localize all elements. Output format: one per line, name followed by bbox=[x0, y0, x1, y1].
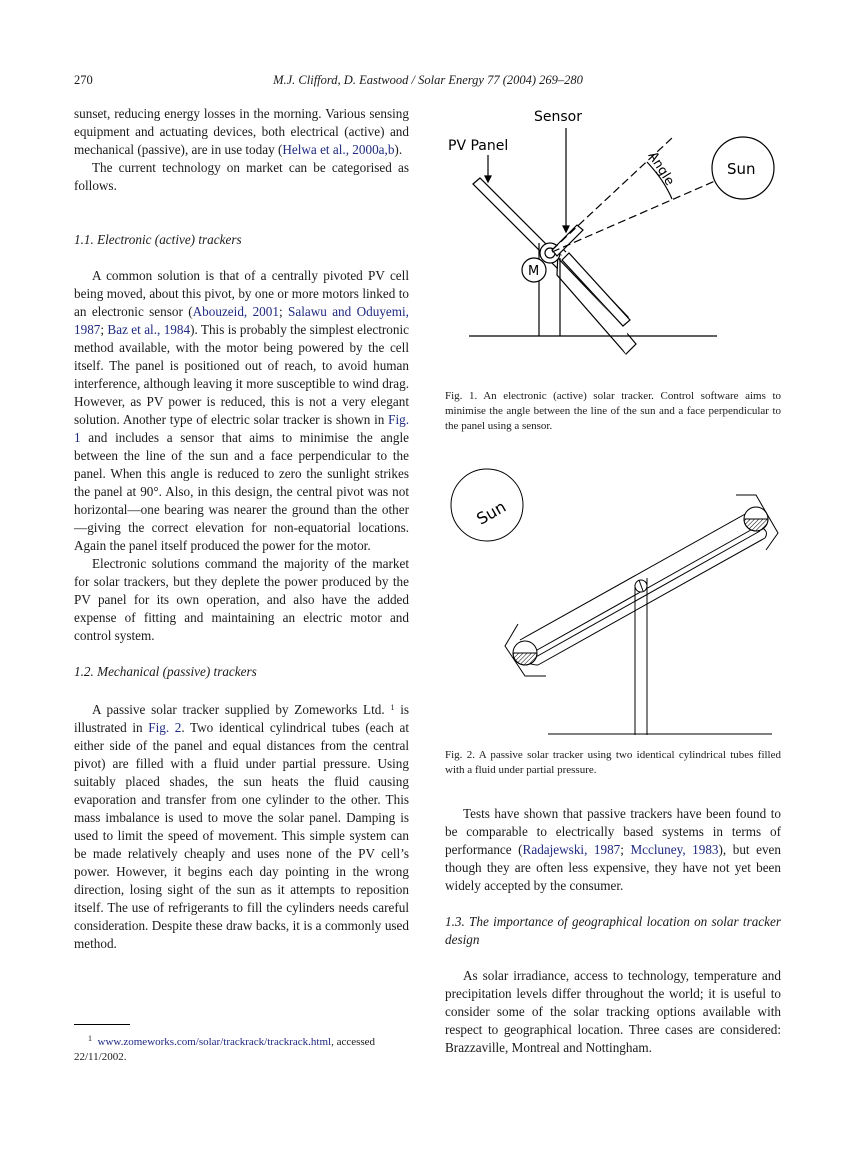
paragraph: sunset, reducing energy losses in the morning. Various sensing equipment and actuating devices, both electrical (active) and mechanical (passive), are in use today (Helwa et al., 2000a,b). bbox=[74, 106, 409, 157]
footnote: $^1$ www.zomeworks.com/solar/trackrack/trackrack.html, accessed 22/11/2002. bbox=[74, 1034, 376, 1063]
paragraph: The current technology on market can be categorised as follows. bbox=[74, 160, 409, 193]
page-number: 270 bbox=[74, 73, 93, 87]
paragraph: Electronic solutions command the majority of the market for solar trackers, but they deplete the power produced by the PV panel for its own operation, and also have the added expense of fitting and maintaining an electric motor and control system. bbox=[74, 556, 409, 643]
right-column bbox=[445, 805, 781, 1057]
section-heading-1-2: 1.2. Mechanical (passive) trackers bbox=[74, 664, 257, 679]
citation-link[interactable]: Baz et al., 1984 bbox=[107, 322, 191, 337]
running-head: M.J. Clifford, D. Eastwood / Solar Energy 77 (2004) 269–280 bbox=[273, 73, 583, 87]
figure-2-diagram bbox=[440, 460, 810, 740]
paragraph: Tests have shown that passive trackers have been found to be comparable to electrically based systems in terms of performance (Radajewski, 1987; Mccluney, 1983), but even though they are often less expensive, they have not yet been widely accepted by the consumer. bbox=[445, 806, 782, 893]
section-heading-1-3: 1.3. The importance of geographical location on solar tracker design bbox=[445, 914, 781, 947]
citation-link[interactable]: Mccluney, 1983 bbox=[630, 842, 719, 857]
citation-link[interactable]: Helwa et al., 2000a,b bbox=[282, 142, 395, 157]
figure-link[interactable]: Fig. 2 bbox=[148, 720, 182, 735]
footnote-url-link[interactable]: www.zomeworks.com/solar/trackrack/trackrack.html bbox=[97, 1036, 332, 1048]
citation-link[interactable]: Salawu and Oduyemi, 1987 bbox=[74, 304, 409, 337]
pv-panel-label: PV Panel bbox=[448, 138, 509, 154]
paragraph: A passive solar tracker supplied by Zomeworks Ltd. $^1$ is illustrated in Fig. 2. Two identical cylindrical tubes (each at either side of the panel and equal distances from the central pivot) are filled with a fluid under partial pressure. Using suitably placed shades, the sun heats the fluid causing evaporation and transfer from one cylinder to the other. This mass imbalance is used to move the solar panel. Damping is used to limit the speed of movement. This simple system can be made relatively cheaply and uses none of the PV cell’s power. However, it begins each day pointing in the wrong direction, losing sight of the sun as it attempts to reposition itself. The use of refrigerants to fill the cylinders needs careful consideration. Despite these draw backs, it is a commonly used method. bbox=[74, 702, 410, 951]
figure-2-caption: Fig. 2. A passive solar tracker using two identical cylindrical tubes filled with a fluid under partial pressure. bbox=[445, 749, 781, 776]
left-column bbox=[74, 105, 409, 953]
motor-label: M bbox=[528, 264, 540, 279]
figure-1-caption: Fig. 1. An electronic (active) solar tracker. Control software aims to minimise the angle between the line of the sun and a face perpendicular to the panel using a sensor. bbox=[445, 390, 781, 432]
sun-label: Sun bbox=[473, 496, 510, 529]
footnote-mark[interactable]: 1 bbox=[390, 703, 395, 712]
sensor-label: Sensor bbox=[534, 109, 582, 125]
paragraph: As solar irradiance, access to technology, temperature and precipitation levels differ throughout the world; it is useful to consider some of the solar tracking options available with respect to geographical location. Three cases are considered: Brazzaville, Montreal and Nottingham. bbox=[445, 968, 781, 1055]
citation-link[interactable]: Radajewski, 1987 bbox=[522, 842, 621, 857]
paragraph: A common solution is that of a centrally pivoted PV cell being moved, about this pivot, by one or more motors linked to an electronic sensor (Abouzeid, 2001; Salawu and Oduyemi, 1987; Baz et al., 1984). This is probably the simplest electronic method available, with the motor being powered by the cell itself. The panel is positioned out of reach, to avoid human interference, although leaving it more susceptible to wind drag. However, as PV power is reduced, this is not a very elegant solution. Another type of electric solar tracker is shown in Fig. 1 and includes a sensor that aims to minimise the angle between the line of the sun and a face perpendicular to the panel. When this angle is reduced to zero the sunlight strikes the panel at 90°. Also, in this design, the central pivot was not horizontal—one bearing was nearer the ground than the other—giving the correct elevation for non-equatorial locations. Again the panel itself produced the power for the motor. bbox=[74, 268, 409, 553]
footnote-rule bbox=[74, 1024, 130, 1025]
angle-label: Angle bbox=[644, 149, 677, 189]
section-heading-1-1: 1.1. Electronic (active) trackers bbox=[74, 232, 242, 247]
citation-link[interactable]: Abouzeid, 2001 bbox=[192, 304, 279, 319]
figure-1-diagram bbox=[440, 100, 810, 380]
figure-link[interactable]: Fig. 1 bbox=[74, 412, 409, 445]
sun-label: Sun bbox=[727, 160, 756, 178]
